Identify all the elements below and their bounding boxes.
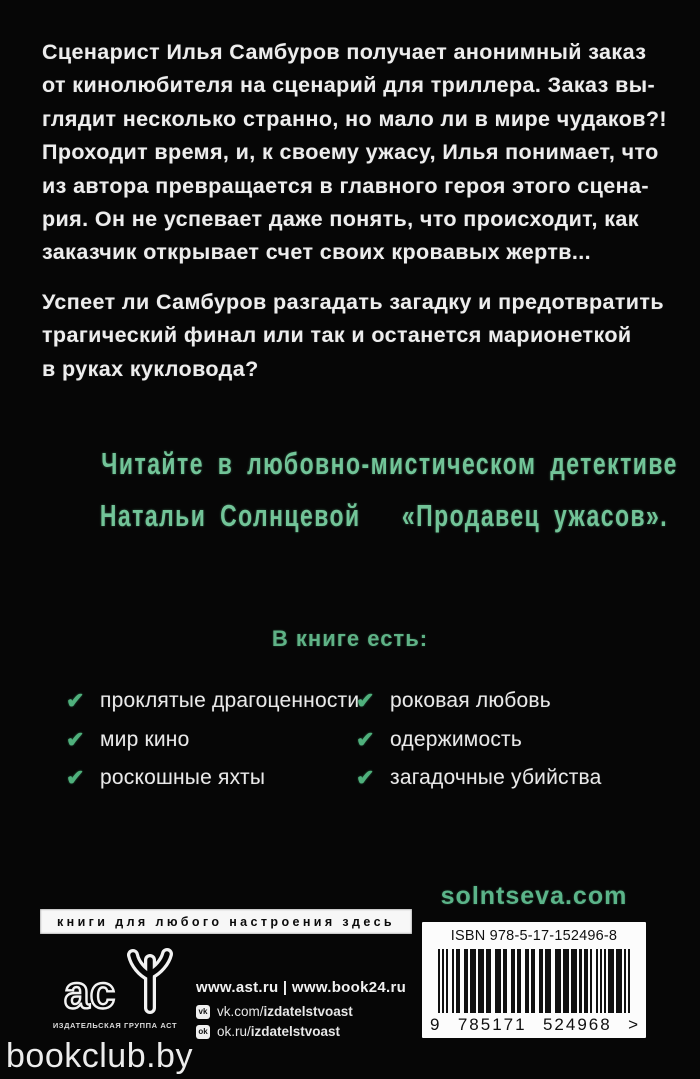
barcode-digit-group: 9 xyxy=(430,1015,442,1034)
synopsis-line: Успеет ли Самбуров разгадать загадку и предотвратить xyxy=(42,290,664,314)
list-item xyxy=(66,721,359,760)
bookclub-watermark: bookclub.by xyxy=(6,1037,193,1075)
isbn-label: ISBN 978-5-17-152496-8 xyxy=(450,928,618,944)
ast-logo-figure-icon xyxy=(133,954,167,1008)
barcode-box xyxy=(422,922,646,1038)
author-website-url: solntseva.com xyxy=(440,882,628,910)
vk-link-row xyxy=(196,1004,353,1019)
synopsis-line: от кинолюбителя на сценарий для триллера. Заказ вы- xyxy=(42,73,656,98)
list-item xyxy=(356,759,602,798)
check-icon: ✔ xyxy=(66,726,85,752)
promo-line-text: Натальи Солнцевой «Продавец ужасов». xyxy=(99,498,669,533)
feature-label: мир кино xyxy=(100,727,190,751)
synopsis-line: заказчик открывает счет своих кровавых жертв... xyxy=(42,240,591,265)
check-icon: ✔ xyxy=(356,688,375,714)
feature-label: проклятые драгоценности xyxy=(100,689,360,713)
publisher-group-label: ИЗДАТЕЛЬСКАЯ ГРУППА АСТ xyxy=(52,1021,178,1030)
list-item xyxy=(66,759,359,798)
promo-line xyxy=(0,498,700,550)
feature-label: загадочные убийства xyxy=(390,766,602,790)
synopsis-line: рия. Он не успевает даже понять, что происходит, как xyxy=(42,207,639,232)
barcode-digit-group: 785171 xyxy=(457,1015,527,1034)
publisher-tagline-strip xyxy=(40,909,412,934)
ok-link-row xyxy=(196,1024,340,1039)
synopsis-line: Сценарист Илья Самбуров получает анонимный заказ xyxy=(42,40,647,64)
promo-line-text: Читайте в любовно-мистическом детективе xyxy=(101,446,678,481)
publisher-websites: www.ast.ru | www.book24.ru xyxy=(196,979,407,996)
barcode-digit-group: 524968 xyxy=(542,1015,612,1034)
vk-url-prefix: vk.com/ xyxy=(217,1004,264,1019)
ast-logo-letters: ас xyxy=(64,966,116,1018)
list-item xyxy=(66,682,359,721)
ast-publisher-logo xyxy=(62,944,180,1020)
barcode-digits xyxy=(430,1015,640,1035)
check-icon: ✔ xyxy=(66,688,85,714)
publisher-tagline: книги для любого настроения здесь xyxy=(56,914,396,929)
vk-account: izdatelstvoast xyxy=(263,1004,353,1019)
feature-label: роскошные яхты xyxy=(100,766,266,790)
check-icon: ✔ xyxy=(66,765,85,791)
check-icon: ✔ xyxy=(356,726,375,752)
check-icon: ✔ xyxy=(356,765,375,791)
synopsis-paragraph-2 xyxy=(42,286,687,386)
synopsis-line: Проходит время, и, к своему ужасу, Илья понимает, что xyxy=(42,140,659,165)
synopsis-paragraph-1 xyxy=(42,36,687,270)
promo-line xyxy=(0,446,700,498)
synopsis-line: трагический финал или так и останется марионеткой xyxy=(42,323,632,348)
ok-icon: ok xyxy=(196,1025,210,1039)
features-heading: В книге есть: xyxy=(271,626,429,651)
feature-label: роковая любовь xyxy=(390,689,551,713)
barcode-end-arrow: > xyxy=(628,1015,640,1034)
synopsis-line: в руках кукловода? xyxy=(42,356,259,381)
feature-label: одержимость xyxy=(390,727,522,751)
features-column-left xyxy=(66,682,359,798)
promo-text xyxy=(0,446,700,550)
features-column-right xyxy=(356,682,602,798)
vk-icon: vk xyxy=(196,1005,210,1019)
ok-account: izdatelstvoast xyxy=(250,1024,341,1039)
ean13-barcode xyxy=(438,949,630,1013)
list-item xyxy=(356,682,602,721)
synopsis-line: глядит несколько странно, но мало ли в мире чудаков?! xyxy=(42,106,667,131)
ok-url-prefix: ok.ru/ xyxy=(217,1024,251,1039)
synopsis-line: из автора превращается в главного героя этого сцена- xyxy=(42,173,649,198)
list-item xyxy=(356,721,602,760)
